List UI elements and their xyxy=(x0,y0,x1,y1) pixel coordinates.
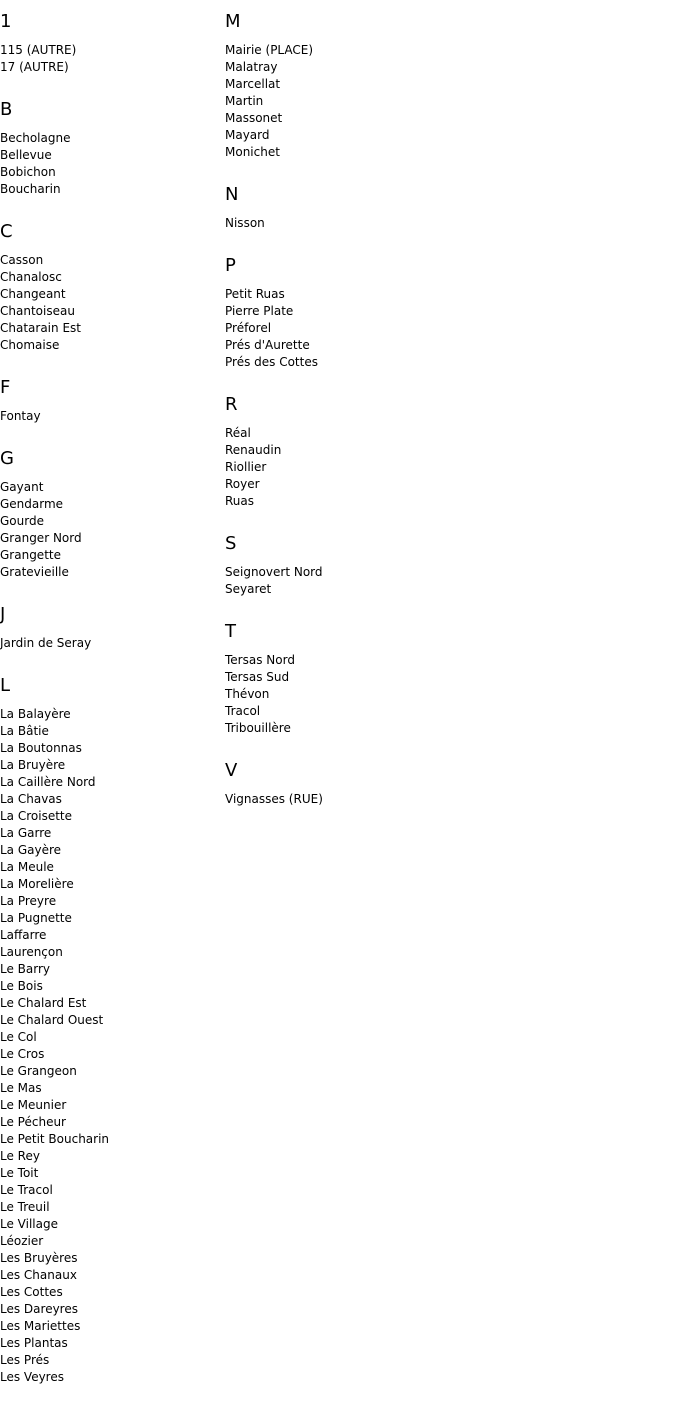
section-letter-heading: P xyxy=(225,255,236,276)
section-letter-heading: G xyxy=(0,448,14,469)
section-letter-heading: S xyxy=(225,533,237,554)
street-item: La Croisette xyxy=(0,809,73,823)
street-item: Prés des Cottes xyxy=(225,355,318,369)
street-item: La Garre xyxy=(0,826,52,840)
street-item: Le Barry xyxy=(0,962,51,976)
street-item: Grangette xyxy=(0,548,61,562)
street-item: Renaudin xyxy=(225,443,282,457)
street-item: Les Mariettes xyxy=(0,1319,81,1333)
street-item: Ruas xyxy=(225,494,255,508)
street-item: Chatarain Est xyxy=(0,321,81,335)
street-item: Préforel xyxy=(225,321,272,335)
street-item: Le Rey xyxy=(0,1149,40,1163)
section-letter-heading: M xyxy=(225,11,241,32)
street-item: Les Cottes xyxy=(0,1285,63,1299)
street-item: Vignasses (RUE) xyxy=(225,792,323,806)
letter-section xyxy=(225,534,525,598)
street-item: La Bruyère xyxy=(0,758,66,772)
street-item: La Chavas xyxy=(0,792,62,806)
letter-section xyxy=(0,100,220,198)
street-item: Chanalosc xyxy=(0,270,62,284)
street-item: La Balayère xyxy=(0,707,71,721)
street-item: Tersas Sud xyxy=(225,670,290,684)
letter-section xyxy=(0,378,220,425)
section-letter-heading: B xyxy=(0,99,13,120)
letter-section xyxy=(0,222,220,354)
street-item: Riollier xyxy=(225,460,267,474)
section-letter-heading: L xyxy=(0,675,11,696)
street-list xyxy=(225,42,525,161)
section-letter-heading: 1 xyxy=(0,11,12,32)
street-item: Martin xyxy=(225,94,264,108)
street-item: Jardin de Seray xyxy=(0,636,92,650)
section-letter-heading: N xyxy=(225,184,239,205)
street-item: La Pugnette xyxy=(0,911,72,925)
street-item: Réal xyxy=(225,426,251,440)
letter-section xyxy=(225,12,525,161)
street-item: Granger Nord xyxy=(0,531,82,545)
street-item: Fontay xyxy=(0,409,41,423)
letter-section xyxy=(225,761,525,808)
street-item: La Morelière xyxy=(0,877,74,891)
street-item: Le Chalard Est xyxy=(0,996,87,1010)
street-item: Le Meunier xyxy=(0,1098,67,1112)
street-item: Tracol xyxy=(225,704,261,718)
street-list xyxy=(0,252,220,354)
street-list xyxy=(225,215,525,232)
street-item: Thévon xyxy=(225,687,270,701)
street-item: Gayant xyxy=(0,480,44,494)
street-item: Monichet xyxy=(225,145,280,159)
street-list xyxy=(225,652,525,737)
street-list xyxy=(0,130,220,198)
section-letter-heading: J xyxy=(0,604,6,625)
letter-section xyxy=(225,622,525,737)
street-list xyxy=(225,564,525,598)
street-item: Becholagne xyxy=(0,131,71,145)
street-item: Boucharin xyxy=(0,182,61,196)
street-item: Massonet xyxy=(225,111,283,125)
street-list xyxy=(0,635,220,652)
street-list xyxy=(0,479,220,581)
section-letter-heading: V xyxy=(225,760,238,781)
street-item: Le Toit xyxy=(0,1166,39,1180)
street-list xyxy=(0,706,220,1386)
street-item: Tersas Nord xyxy=(225,653,295,667)
street-item: Prés d'Aurette xyxy=(225,338,310,352)
street-item: Tribouillère xyxy=(225,721,291,735)
street-item: Le Pécheur xyxy=(0,1115,66,1129)
street-item: Mayard xyxy=(225,128,270,142)
section-letter-heading: T xyxy=(225,621,236,642)
street-item: Royer xyxy=(225,477,260,491)
street-item: Les Prés xyxy=(0,1353,50,1367)
street-item: Le Bois xyxy=(0,979,43,993)
street-item: Bobichon xyxy=(0,165,56,179)
street-item: Marcellat xyxy=(225,77,281,91)
street-item: La Boutonnas xyxy=(0,741,82,755)
street-item: Les Plantas xyxy=(0,1336,68,1350)
street-item: La Meule xyxy=(0,860,54,874)
letter-section xyxy=(225,256,525,371)
street-item: Le Treuil xyxy=(0,1200,50,1214)
street-item: 17 (AUTRE) xyxy=(0,60,69,74)
street-item: Gratevieille xyxy=(0,565,69,579)
street-item: Bellevue xyxy=(0,148,52,162)
street-item: Le Col xyxy=(0,1030,37,1044)
street-item: Pierre Plate xyxy=(225,304,294,318)
letter-section xyxy=(0,605,220,652)
street-item: La Gayère xyxy=(0,843,62,857)
street-item: Les Dareyres xyxy=(0,1302,78,1316)
street-item: Gendarme xyxy=(0,497,64,511)
street-item: Les Chanaux xyxy=(0,1268,77,1282)
section-letter-heading: R xyxy=(225,394,238,415)
street-item: Laurençon xyxy=(0,945,63,959)
street-item: Changeant xyxy=(0,287,66,301)
street-item: La Bâtie xyxy=(0,724,49,738)
right-column xyxy=(225,0,525,808)
street-item: Laffarre xyxy=(0,928,47,942)
street-item: Chomaise xyxy=(0,338,60,352)
letter-section xyxy=(225,185,525,232)
street-item: Le Cros xyxy=(0,1047,45,1061)
street-item: Le Grangeon xyxy=(0,1064,77,1078)
street-item: Chantoiseau xyxy=(0,304,75,318)
street-item: Les Bruyères xyxy=(0,1251,78,1265)
street-list xyxy=(225,425,525,510)
street-item: Gourde xyxy=(0,514,44,528)
letter-section xyxy=(0,676,220,1386)
street-item: La Preyre xyxy=(0,894,57,908)
left-column xyxy=(0,0,220,1386)
street-item: Le Petit Boucharin xyxy=(0,1132,110,1146)
street-item: Le Chalard Ouest xyxy=(0,1013,104,1027)
street-item: La Caillère Nord xyxy=(0,775,96,789)
street-list xyxy=(225,286,525,371)
street-list xyxy=(0,408,220,425)
street-list xyxy=(0,42,220,76)
street-item: Le Village xyxy=(0,1217,58,1231)
street-item: Le Tracol xyxy=(0,1183,53,1197)
street-item: Malatray xyxy=(225,60,278,74)
street-item: Nisson xyxy=(225,216,265,230)
letter-section xyxy=(225,395,525,510)
street-item: Les Veyres xyxy=(0,1370,64,1384)
street-item: Seignovert Nord xyxy=(225,565,323,579)
street-list xyxy=(225,791,525,808)
street-item: Le Mas xyxy=(0,1081,42,1095)
letter-section xyxy=(0,12,220,76)
street-item: Seyaret xyxy=(225,582,272,596)
street-item: Casson xyxy=(0,253,44,267)
street-item: Petit Ruas xyxy=(225,287,285,301)
section-letter-heading: C xyxy=(0,221,13,242)
section-letter-heading: F xyxy=(0,377,11,398)
street-item: Léozier xyxy=(0,1234,44,1248)
street-item: Mairie (PLACE) xyxy=(225,43,314,57)
street-item: 115 (AUTRE) xyxy=(0,43,77,57)
letter-section xyxy=(0,449,220,581)
